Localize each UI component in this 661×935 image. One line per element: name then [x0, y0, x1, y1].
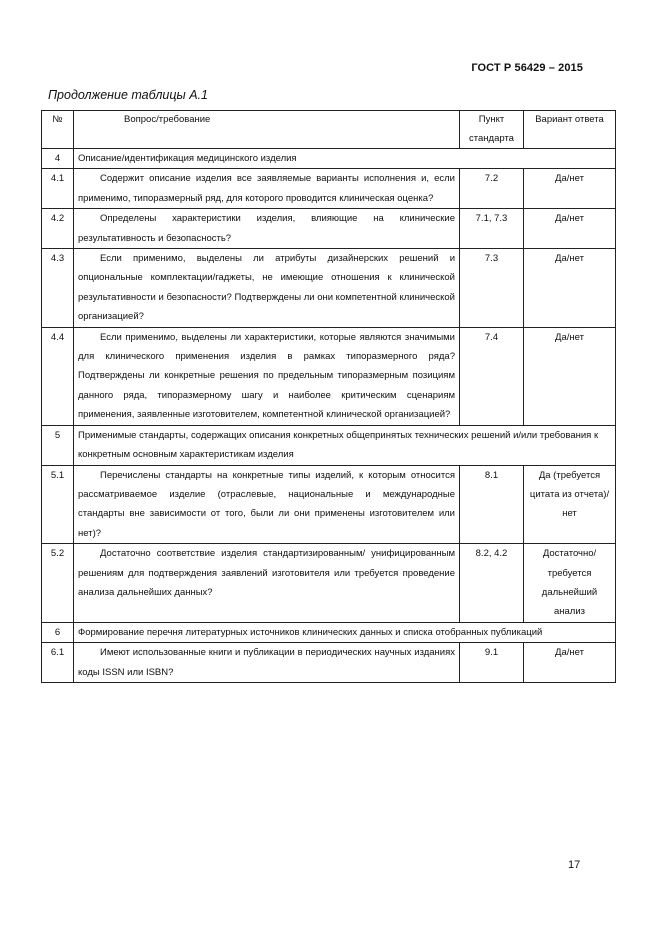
clause-ref: 8.1	[460, 465, 524, 544]
section-title: Применимые стандарты, содержащих описания конкретных общепринятых технических решений и/или требования к конкретным основным характеристикам изделия	[74, 425, 616, 465]
table-row	[42, 249, 616, 328]
row-number: 5.2	[42, 544, 74, 623]
question-text: Содержит описание изделия все заявляемые варианты исполнения и, если применимо, типоразмерный ряд, для которого проводится клиническая оценка?	[74, 169, 460, 209]
clause-ref: 7.1, 7.3	[460, 209, 524, 249]
answer-option: Да/нет	[524, 169, 616, 209]
clause-ref: 9.1	[460, 643, 524, 683]
section-title: Формирование перечня литературных источников клинических данных и списка отобранных публикаций	[74, 622, 616, 642]
row-number: 4	[42, 149, 74, 169]
table-row	[42, 544, 616, 623]
header-answer: Вариант ответа	[524, 111, 616, 149]
question-text: Перечислены стандарты на конкретные типы изделий, к которым относится рассматриваемое изделие (отраслевые, национальные и международные стандарты вне зависимости от того, были ли они применены изготовителем или нет)?	[74, 465, 460, 544]
row-number: 5	[42, 425, 74, 465]
row-number: 4.2	[42, 209, 74, 249]
section-title: Описание/идентификация медицинского изделия	[74, 149, 616, 169]
answer-option: Да/нет	[524, 643, 616, 683]
table-row	[42, 465, 616, 544]
table-row	[42, 327, 616, 425]
header-clause: Пункт стандарта	[460, 111, 524, 149]
row-number: 4.4	[42, 327, 74, 425]
table-caption: Продолжение таблицы А.1	[48, 88, 208, 102]
row-number: 6	[42, 622, 74, 642]
section-row	[42, 149, 616, 169]
answer-option: Да/нет	[524, 249, 616, 328]
answer-option: Достаточно/ требуется дальнейший анализ	[524, 544, 616, 623]
section-row	[42, 425, 616, 465]
standard-designation: ГОСТ Р 56429 – 2015	[471, 62, 583, 74]
question-text: Достаточно соответствие изделия стандартизированным/ унифицированным решениям для подтверждения заявлений изготовителя или требуется проведение анализа дальнейших данных?	[74, 544, 460, 623]
answer-option: Да/нет	[524, 209, 616, 249]
table-row	[42, 209, 616, 249]
question-text: Определены характеристики изделия, влияющие на клинические результативность и безопасность?	[74, 209, 460, 249]
table-row	[42, 169, 616, 209]
question-text: Имеют использованные книги и публикации в периодических научных изданиях коды ISSN или ISBN?	[74, 643, 460, 683]
section-row	[42, 622, 616, 642]
clause-ref: 7.4	[460, 327, 524, 425]
table-header-row	[42, 111, 616, 149]
row-number: 6.1	[42, 643, 74, 683]
row-number: 4.1	[42, 169, 74, 209]
clause-ref: 8.2, 4.2	[460, 544, 524, 623]
header-num: №	[42, 111, 74, 149]
page-number: 17	[568, 859, 581, 871]
clause-ref: 7.3	[460, 249, 524, 328]
header-question: Вопрос/требование	[74, 111, 460, 149]
row-number: 4.3	[42, 249, 74, 328]
question-text: Если применимо, выделены ли атрибуты дизайнерских решений и опциональные комплектации/гаджеты, не имеющие отношения к клинической результативности и безопасности? Подтверждены ли они компетентной клинической организацией?	[74, 249, 460, 328]
answer-option: Да/нет	[524, 327, 616, 425]
row-number: 5.1	[42, 465, 74, 544]
requirements-table	[41, 110, 616, 683]
answer-option: Да (требуется цитата из отчета)/нет	[524, 465, 616, 544]
clause-ref: 7.2	[460, 169, 524, 209]
question-text: Если применимо, выделены ли характеристики, которые являются значимыми для клинического применения изделия в рамках типоразмерного ряда? Подтверждены ли конкретные решения по предельным типоразмерным позициям данного ряда, типоразмерному шагу и наиболее критическим сценариям применения, заявленные изготовителем, компетентной клинической организацией?	[74, 327, 460, 425]
table-row	[42, 643, 616, 683]
